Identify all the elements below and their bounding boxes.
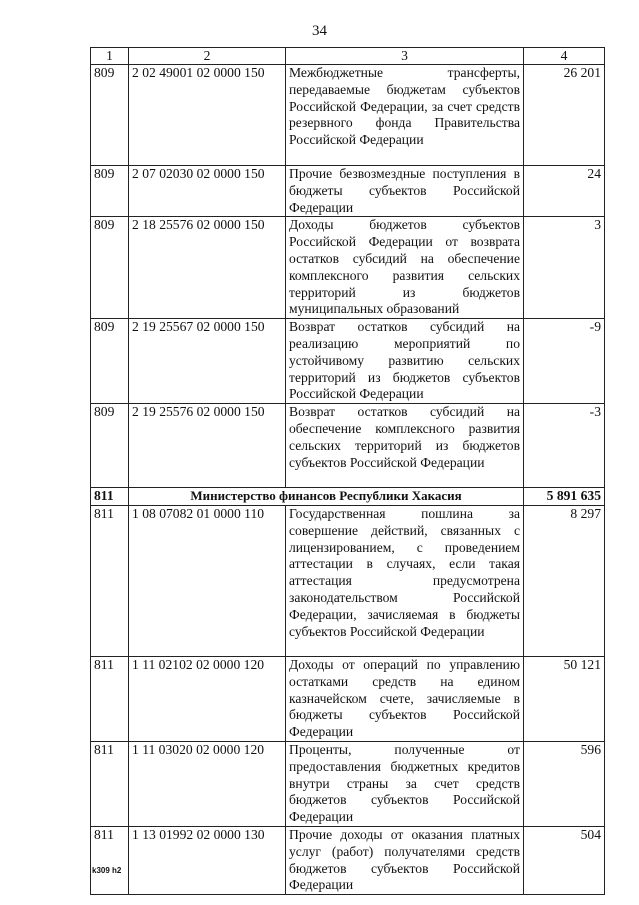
table-row xyxy=(91,217,605,319)
table-row xyxy=(91,741,605,826)
amount: 50 121 xyxy=(524,656,605,741)
admin-code: 809 xyxy=(91,404,129,488)
income-description: Прочие безвозмездные поступления в бюджеты субъектов Российской Федерации xyxy=(286,166,524,217)
section-title: Министерство финансов Республики Хакасия xyxy=(129,488,524,506)
amount: 24 xyxy=(524,166,605,217)
admin-code: 809 xyxy=(91,217,129,319)
budget-code: 2 19 25567 02 0000 150 xyxy=(129,319,286,404)
section-amount: 5 891 635 xyxy=(524,488,605,506)
budget-code: 1 13 01992 02 0000 130 xyxy=(129,826,286,894)
income-description: Доходы бюджетов субъектов Российской Федерации от возврата остатков субсидий на обеспечение комплексного развития сельских территорий из бюджетов муниципальных образований xyxy=(286,217,524,319)
budget-code: 2 19 25576 02 0000 150 xyxy=(129,404,286,488)
budget-code: 2 18 25576 02 0000 150 xyxy=(129,217,286,319)
amount: 3 xyxy=(524,217,605,319)
table-row xyxy=(91,404,605,488)
amount: 26 201 xyxy=(524,65,605,166)
income-description: Доходы от операций по управлению остатками средств на едином казначейском счете, зачисляемые в бюджеты субъектов Российской Федерации xyxy=(286,656,524,741)
income-description: Государственная пошлина за совершение действий, связанных с лицензированием, с проведением аттестации в случаях, если такая аттестация предусмотрена законодательством Российской Федерации, зачисляемая в бюджеты субъектов Российской Федерации xyxy=(286,505,524,656)
income-description: Прочие доходы от оказания платных услуг (работ) получателями средств бюджетов субъектов Российской Федерации xyxy=(286,826,524,894)
amount: 596 xyxy=(524,741,605,826)
section-row xyxy=(91,488,605,506)
document-footer-code: k309 h2 xyxy=(92,866,122,875)
revenue-table xyxy=(90,47,605,895)
admin-code: 809 xyxy=(91,166,129,217)
admin-code: 811 xyxy=(91,656,129,741)
amount: -9 xyxy=(524,319,605,404)
column-header-3: 3 xyxy=(286,48,524,65)
table-row xyxy=(91,166,605,217)
table-row xyxy=(91,656,605,741)
column-header-4: 4 xyxy=(524,48,605,65)
income-description: Возврат остатков субсидий на реализацию мероприятий по устойчивому развитию сельских территорий из бюджетов субъектов Российской Федерации xyxy=(286,319,524,404)
amount: 8 297 xyxy=(524,505,605,656)
column-header-1: 1 xyxy=(91,48,129,65)
column-header-2: 2 xyxy=(129,48,286,65)
budget-code: 1 08 07082 01 0000 110 xyxy=(129,505,286,656)
header-row xyxy=(91,48,605,65)
budget-code: 2 02 49001 02 0000 150 xyxy=(129,65,286,166)
amount: 504 xyxy=(524,826,605,894)
admin-code: 811 xyxy=(91,826,129,894)
admin-code: 809 xyxy=(91,319,129,404)
income-description: Межбюджетные трансферты, передаваемые бюджетам субъектов Российской Федерации, за счет средств резервного фонда Правительства Российской Федерации xyxy=(286,65,524,166)
table-row xyxy=(91,65,605,166)
amount: -3 xyxy=(524,404,605,488)
income-description: Возврат остатков субсидий на обеспечение комплексного развития сельских территорий из бюджетов субъектов Российской Федерации xyxy=(286,404,524,488)
admin-code: 811 xyxy=(91,741,129,826)
table-row xyxy=(91,505,605,656)
budget-code: 2 07 02030 02 0000 150 xyxy=(129,166,286,217)
income-description: Проценты, полученные от предоставления бюджетных кредитов внутри страны за счет средств бюджетов субъектов Российской Федерации xyxy=(286,741,524,826)
table-row xyxy=(91,319,605,404)
admin-code: 811 xyxy=(91,505,129,656)
page-number: 34 xyxy=(312,23,327,39)
budget-code: 1 11 03020 02 0000 120 xyxy=(129,741,286,826)
table-row xyxy=(91,826,605,894)
budget-code: 1 11 02102 02 0000 120 xyxy=(129,656,286,741)
admin-code: 809 xyxy=(91,65,129,166)
section-admin-code: 811 xyxy=(91,488,129,506)
